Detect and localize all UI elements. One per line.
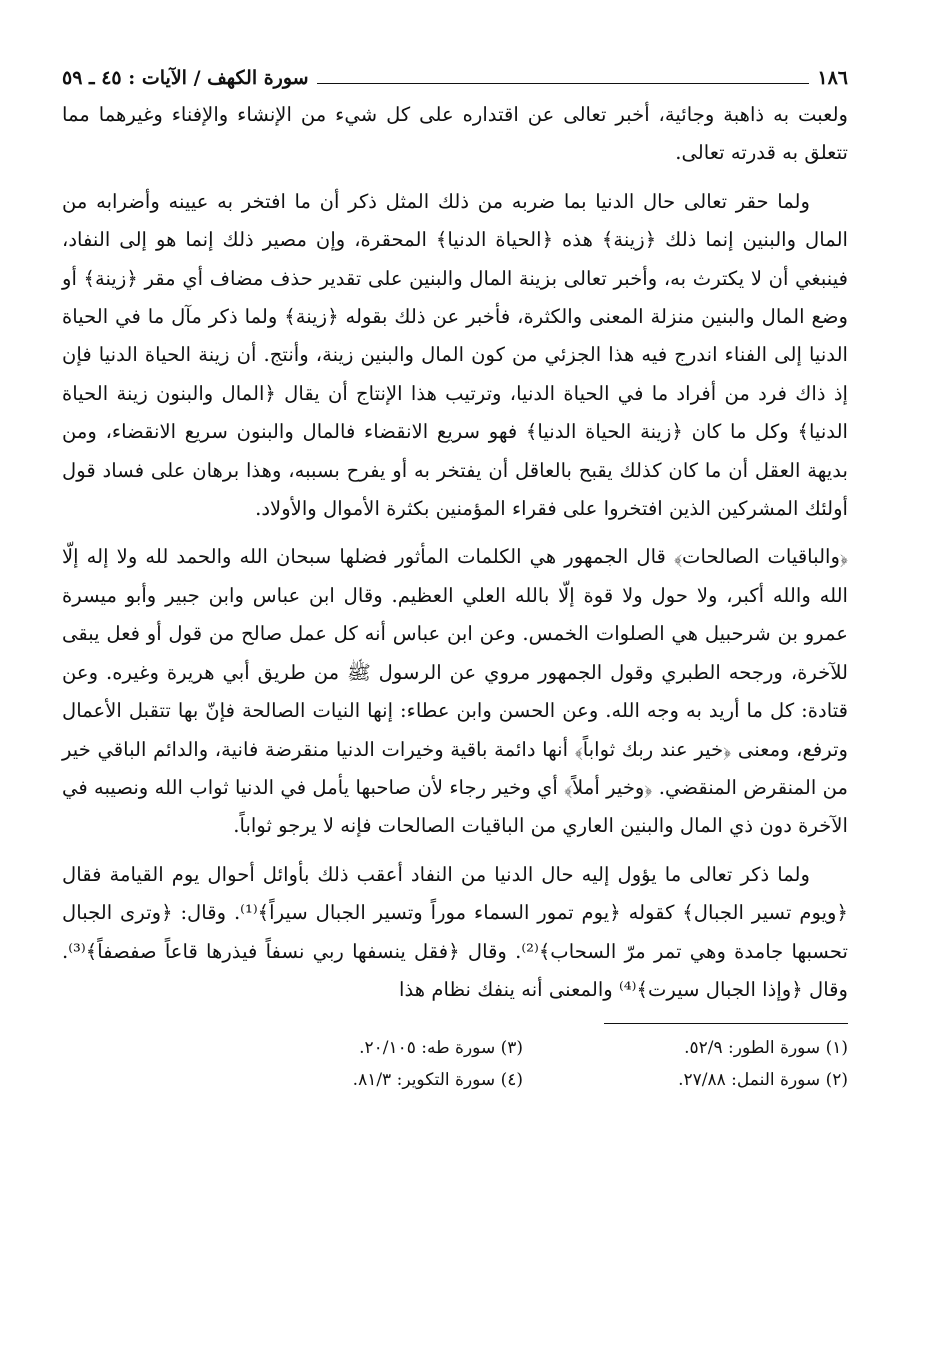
- paragraph-4: ولما ذكر تعالى ما يؤول إليه حال الدنيا من النفاد أعقب ذلك بأوائل أحوال يوم القيامة فقال ﴿ويوم تسير الجبال﴾ كقوله ﴿يوم تمور السماء موراً وتسير الجبال سيراً﴾⁽¹⁾. وقال: ﴿وترى الجبال تحسبها جامدة وهي تمر مرّ السحاب﴾⁽²⁾. وقال ﴿فقل ينسفها ربي نسفاً فيذرها قاعاً صفصفاً﴾⁽³⁾. وقال ﴿وإذا الجبال سيرت﴾⁽⁴⁾ والمعنى أنه ينفك نظام هذا: [62, 862, 848, 1001]
- paragraph-1: ولعبت به ذاهبة وجائية، أخبر تعالى عن اقتداره على كل شيء من الإنشاء والإفناء وغيرهما مما تتعلق به قدرته تعالى.: [62, 103, 849, 165]
- page-number: ١٨٦: [817, 67, 848, 89]
- body-text: [62, 96, 848, 1009]
- footnote-4: (٤) سورة التكوير: ٨١/٣.: [352, 1070, 523, 1091]
- running-title: سورة الكهف / الآيات : ٤٥ ـ ٥٩: [62, 67, 309, 89]
- footnote-1: (١) سورة الطور: ٥٢/٩.: [684, 1038, 848, 1059]
- footnote-2: (٢) سورة النمل: ٢٧/٨٨.: [678, 1070, 848, 1091]
- paragraph-3: ﴿والباقيات الصالحات﴾ قال الجمهور هي الكلمات المأثور فضلها سبحان الله والحمد لله ولا إله إلّا الله والله أكبر، ولا حول ولا قوة إلّا بالله العلي العظيم. وقال ابن عباس وابن جبير وأبو ميسرة عمرو بن شرحبيل هي الصلوات الخمس. وعن ابن عباس أنه كل عمل صالح من قول أو فعل يبقى للآخرة، ورجحه الطبري وقول الجمهور مروي عن الرسول ﷺ من طريق أبي هريرة وغيره. وعن قتادة: كل ما أريد به وجه الله. وعن الحسن وابن عطاء: إنها النيات الصالحة فإنّ بها تتقبل الأعمال وترفع، ومعنى ﴿خير عند ربك ثواباً﴾ أنها دائمة باقية وخيرات الدنيا منقرضة فانية، والدائم الباقي خير من المنقرض المنقضي. ﴿وخير أملاً﴾ أي وخير رجاء لأن صاحبها يأمل في الدنيا ثواب الله ونصيبه في الآخرة دون ذي المال والبنين العاري من الباقيات الصالحات فإنه لا يرجو ثواباً.: [62, 545, 848, 838]
- footnotes-divider: [604, 1023, 848, 1024]
- footnotes: [198, 1034, 848, 1094]
- book-page: [62, 60, 848, 1300]
- header-rule: [317, 83, 810, 84]
- paragraph-2: ولما حقر تعالى حال الدنيا بما ضربه من ذلك المثل ذكر أن ما افتخر به عيينه وأضرابه من المال والبنين إنما ذلك ﴿زينة﴾ هذه ﴿الحياة الدنيا﴾ المحقرة، وإن مصير ذلك إنما هو إلى النفاد، فينبغي أن لا يكترث به، وأخبر تعالى بزينة المال والبنين على تقدير حذف مضاف أي مقر ﴿زينة﴾ أو وضع المال والبنين منزلة المعنى والكثرة، فأخبر عن ذلك بقوله ﴿زينة﴾ ولما ذكر مآل ما في الحياة الدنيا إلى الفناء اندرج فيه هذا الجزئي من كون المال والبنين زينة، وأنتج. أن زينة الحياة الدنيا فإن إذ ذاك فرد من أفراد ما في الحياة الدنيا، وترتيب هذا الإنتاج أن يقال ﴿المال والبنون زينة الحياة الدنيا﴾ وكل ما كان ﴿زينة الحياة الدنيا﴾ فهو سريع الانقضاء فالمال والبنون سريع الانقضاء، ومن بديهة العقل أن ما كان كذلك يقبح بالعاقل أن يفتخر به أو يفرح بسببه، وهذا برهان على فساد قول أولئك المشركين الذين افتخروا على فقراء المؤمنين بكثرة الأموال والأولاد.: [62, 189, 848, 521]
- page-header: [62, 60, 848, 96]
- footnote-3: (٣) سورة طه: ٢٠/١٠٥.: [359, 1038, 523, 1059]
